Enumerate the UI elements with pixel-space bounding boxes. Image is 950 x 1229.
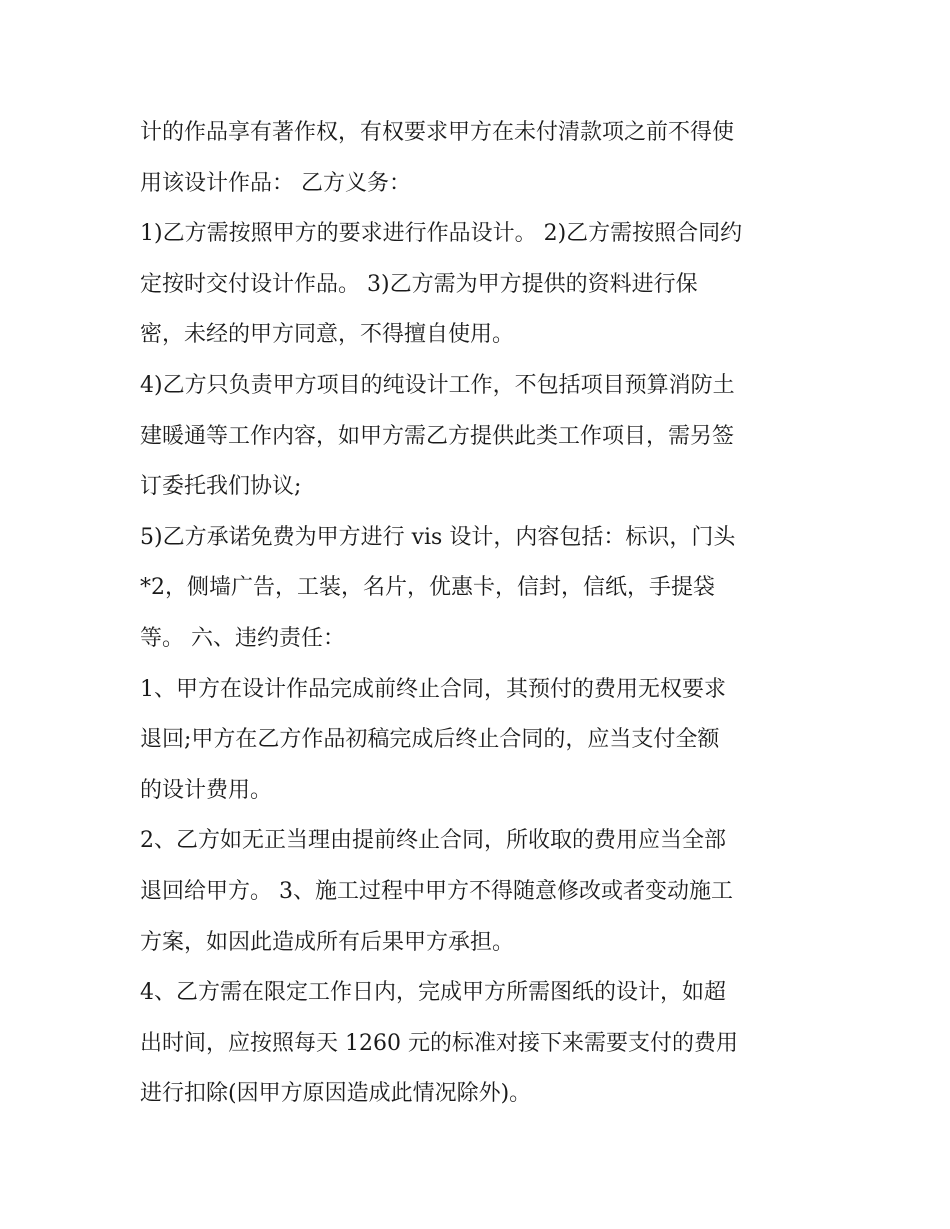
text-line: 用该设计作品： 乙方义务： (140, 170, 411, 196)
text-line: 建暖通等工作内容，如甲方需乙方提供此类工作项目，需另签 (140, 423, 735, 449)
text-line: 方案，如因此造成所有后果甲方承担。 (140, 929, 515, 955)
text-line: 退回给甲方。 3、施工过程中甲方不得随意修改或者变动施工 (140, 878, 733, 904)
text-line: 订委托我们协议; (140, 474, 302, 500)
text-line: *2，侧墙广告，工装，名片，优惠卡，信封，信纸，手提袋 (140, 575, 715, 601)
text-line: 退回;甲方在乙方作品初稿完成后终止合同的，应当支付全额 (140, 727, 720, 753)
text-line: 等。 六、违约责任： (140, 625, 345, 651)
text-line: 1)乙方需按照甲方的要求进行作品设计。 2)乙方需按照合同约 (140, 221, 743, 247)
text-line: 进行扣除(因甲方原因造成此情况除外)。 (140, 1081, 532, 1107)
text-line: 定按时交付设计作品。 3)乙方需为甲方提供的资料进行保 (140, 271, 698, 297)
text-line: 4)乙方只负责甲方项目的纯设计工作，不包括项目预算消防土 (140, 372, 735, 398)
text-line: 密，未经的甲方同意，不得擅自使用。 (140, 322, 515, 348)
text-line: 4、乙方需在限定工作日内，完成甲方所需图纸的设计，如超 (140, 980, 726, 1006)
text-line: 5)乙方承诺免费为甲方进行 vis 设计，内容包括：标识，门头 (140, 524, 736, 550)
text-line: 计的作品享有著作权，有权要求甲方在未付清款项之前不得使 (140, 120, 735, 145)
text-line: 2、乙方如无正当理由提前终止合同，所收取的费用应当全部 (140, 828, 726, 854)
text-line: 1、甲方在设计作品完成前终止合同，其预付的费用无权要求 (140, 676, 726, 702)
contract-text-body (140, 108, 820, 1120)
text-line: 出时间，应按照每天 1260 元的标准对接下来需要支付的费用 (140, 1030, 738, 1056)
text-line: 的设计费用。 (140, 777, 273, 803)
